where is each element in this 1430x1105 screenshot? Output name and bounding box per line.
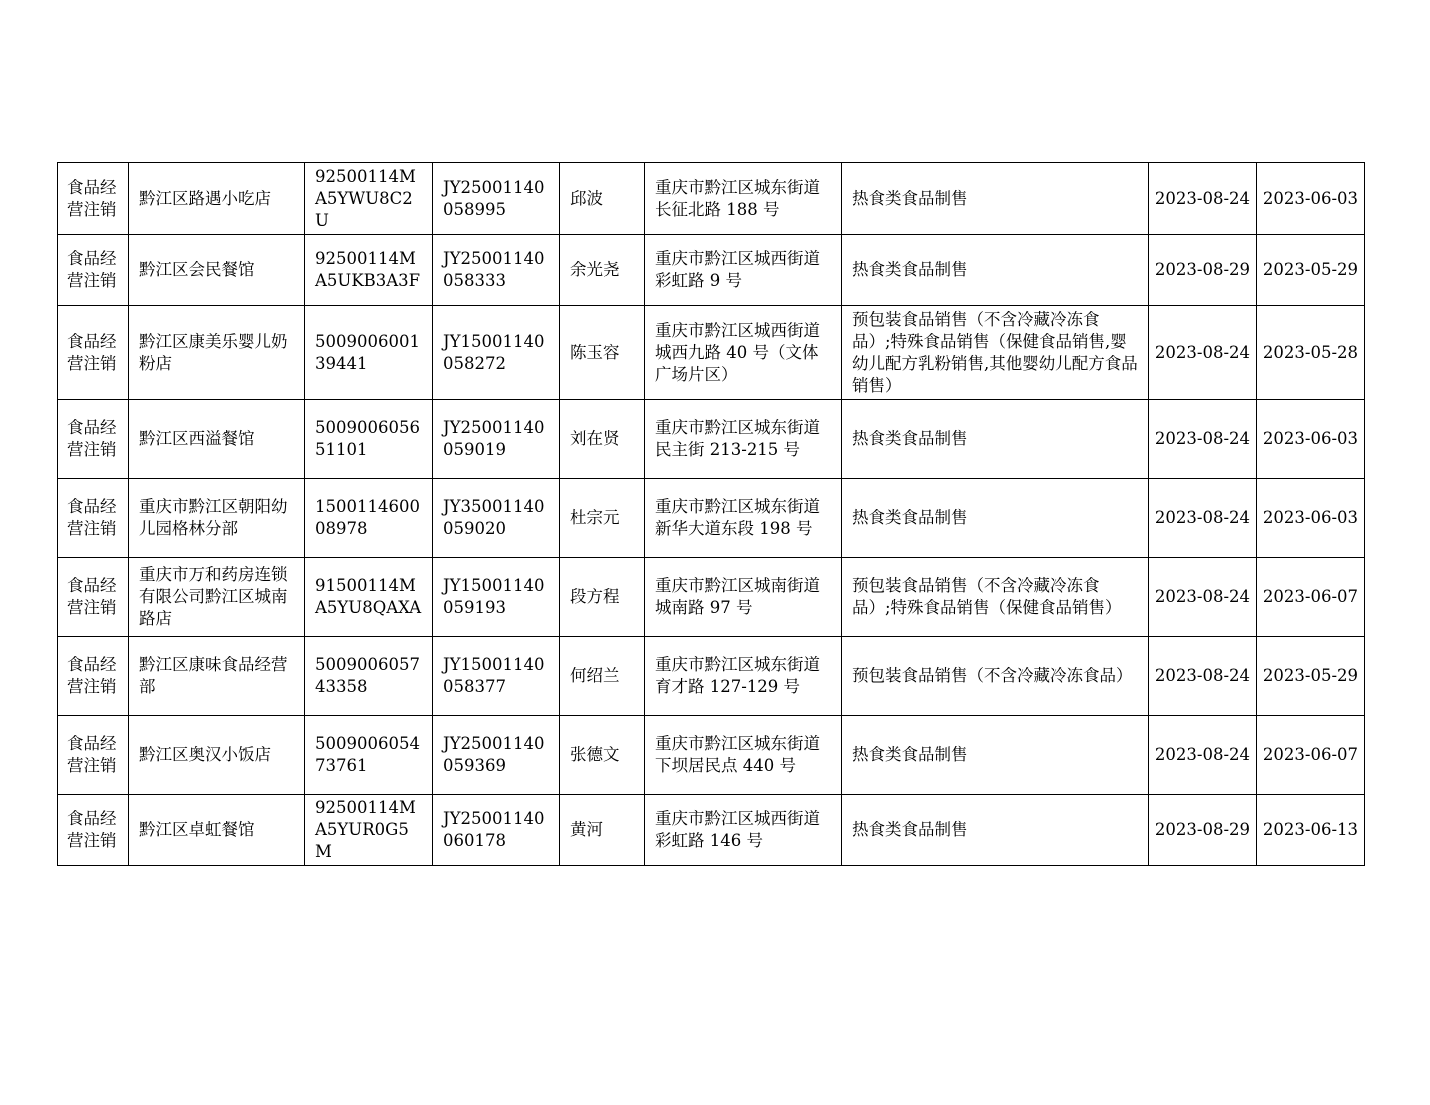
legal-person-cell: 张德文: [560, 716, 645, 795]
table-row: [58, 306, 1365, 400]
business-name-cell: 重庆市黔江区朝阳幼儿园格林分部: [129, 479, 305, 558]
business-name-cell: 黔江区卓虹餐馆: [129, 795, 305, 866]
table-row: [58, 637, 1365, 716]
date-cell: 2023-08-24: [1149, 306, 1257, 400]
date-cell: 2023-08-24: [1149, 637, 1257, 716]
table-row: [58, 795, 1365, 866]
table-row: [58, 716, 1365, 795]
business-scope-cell: 预包装食品销售（不含冷藏冷冻食品）: [842, 637, 1149, 716]
credit-code-cell: 500900605473761: [305, 716, 433, 795]
type-cell: 食品经营注销: [58, 637, 129, 716]
credit-code-cell: 92500114MA5YWU8C2U: [305, 163, 433, 235]
date-cell: 2023-08-29: [1149, 235, 1257, 306]
address-cell: 重庆市黔江区城东街道下坝居民点 440 号: [645, 716, 842, 795]
date-cell: 2023-06-07: [1257, 558, 1365, 637]
date-cell: 2023-08-24: [1149, 558, 1257, 637]
date-cell: 2023-08-24: [1149, 400, 1257, 479]
address-cell: 重庆市黔江区城西街道彩虹路 9 号: [645, 235, 842, 306]
legal-person-cell: 刘在贤: [560, 400, 645, 479]
address-cell: 重庆市黔江区城东街道长征北路 188 号: [645, 163, 842, 235]
date-cell: 2023-06-03: [1257, 479, 1365, 558]
date-cell: 2023-06-03: [1257, 400, 1365, 479]
legal-person-cell: 余光尧: [560, 235, 645, 306]
type-cell: 食品经营注销: [58, 795, 129, 866]
legal-person-cell: 黄河: [560, 795, 645, 866]
legal-person-cell: 陈玉容: [560, 306, 645, 400]
date-cell: 2023-06-07: [1257, 716, 1365, 795]
license-number-cell: JY15001140058272: [433, 306, 560, 400]
business-scope-cell: 热食类食品制售: [842, 163, 1149, 235]
address-cell: 重庆市黔江区城南街道城南路 97 号: [645, 558, 842, 637]
credit-code-cell: 500900600139441: [305, 306, 433, 400]
license-number-cell: JY25001140058333: [433, 235, 560, 306]
address-cell: 重庆市黔江区城东街道民主街 213-215 号: [645, 400, 842, 479]
business-scope-cell: 热食类食品制售: [842, 795, 1149, 866]
business-scope-cell: 预包装食品销售（不含冷藏冷冻食品）;特殊食品销售（保健食品销售）: [842, 558, 1149, 637]
legal-person-cell: 何绍兰: [560, 637, 645, 716]
date-cell: 2023-06-13: [1257, 795, 1365, 866]
address-cell: 重庆市黔江区城东街道新华大道东段 198 号: [645, 479, 842, 558]
type-cell: 食品经营注销: [58, 558, 129, 637]
credit-code-cell: 92500114MA5UKB3A3F: [305, 235, 433, 306]
legal-person-cell: 段方程: [560, 558, 645, 637]
type-cell: 食品经营注销: [58, 400, 129, 479]
date-cell: 2023-06-03: [1257, 163, 1365, 235]
type-cell: 食品经营注销: [58, 163, 129, 235]
address-cell: 重庆市黔江区城西街道彩虹路 146 号: [645, 795, 842, 866]
type-cell: 食品经营注销: [58, 479, 129, 558]
business-name-cell: 重庆市万和药房连锁有限公司黔江区城南路店: [129, 558, 305, 637]
address-cell: 重庆市黔江区城西街道城西九路 40 号（文体广场片区）: [645, 306, 842, 400]
business-name-cell: 黔江区康味食品经营部: [129, 637, 305, 716]
legal-person-cell: 杜宗元: [560, 479, 645, 558]
date-cell: 2023-08-24: [1149, 479, 1257, 558]
deregistration-table: [57, 162, 1365, 866]
license-number-cell: JY15001140059193: [433, 558, 560, 637]
business-name-cell: 黔江区康美乐婴儿奶粉店: [129, 306, 305, 400]
type-cell: 食品经营注销: [58, 306, 129, 400]
credit-code-cell: 91500114MA5YU8QAXA: [305, 558, 433, 637]
business-name-cell: 黔江区奥汉小饭店: [129, 716, 305, 795]
license-number-cell: JY35001140059020: [433, 479, 560, 558]
type-cell: 食品经营注销: [58, 716, 129, 795]
type-cell: 食品经营注销: [58, 235, 129, 306]
business-name-cell: 黔江区西溢餐馆: [129, 400, 305, 479]
table-row: [58, 558, 1365, 637]
license-number-cell: JY25001140060178: [433, 795, 560, 866]
license-number-cell: JY25001140059019: [433, 400, 560, 479]
business-scope-cell: 热食类食品制售: [842, 479, 1149, 558]
table-row: [58, 235, 1365, 306]
business-scope-cell: 热食类食品制售: [842, 716, 1149, 795]
date-cell: 2023-05-29: [1257, 637, 1365, 716]
date-cell: 2023-08-24: [1149, 163, 1257, 235]
business-name-cell: 黔江区路遇小吃店: [129, 163, 305, 235]
credit-code-cell: 500900605743358: [305, 637, 433, 716]
credit-code-cell: 150011460008978: [305, 479, 433, 558]
license-number-cell: JY25001140059369: [433, 716, 560, 795]
date-cell: 2023-08-24: [1149, 716, 1257, 795]
credit-code-cell: 92500114MA5YUR0G5M: [305, 795, 433, 866]
date-cell: 2023-05-28: [1257, 306, 1365, 400]
date-cell: 2023-05-29: [1257, 235, 1365, 306]
credit-code-cell: 500900605651101: [305, 400, 433, 479]
table-row: [58, 479, 1365, 558]
business-name-cell: 黔江区会民餐馆: [129, 235, 305, 306]
legal-person-cell: 邱波: [560, 163, 645, 235]
table-row: [58, 400, 1365, 479]
address-cell: 重庆市黔江区城东街道育才路 127-129 号: [645, 637, 842, 716]
date-cell: 2023-08-29: [1149, 795, 1257, 866]
business-scope-cell: 预包装食品销售（不含冷藏冷冻食品）;特殊食品销售（保健食品销售,婴幼儿配方乳粉销售,其他婴幼儿配方食品销售）: [842, 306, 1149, 400]
license-number-cell: JY25001140058995: [433, 163, 560, 235]
business-scope-cell: 热食类食品制售: [842, 235, 1149, 306]
license-number-cell: JY15001140058377: [433, 637, 560, 716]
table-row: [58, 163, 1365, 235]
business-scope-cell: 热食类食品制售: [842, 400, 1149, 479]
